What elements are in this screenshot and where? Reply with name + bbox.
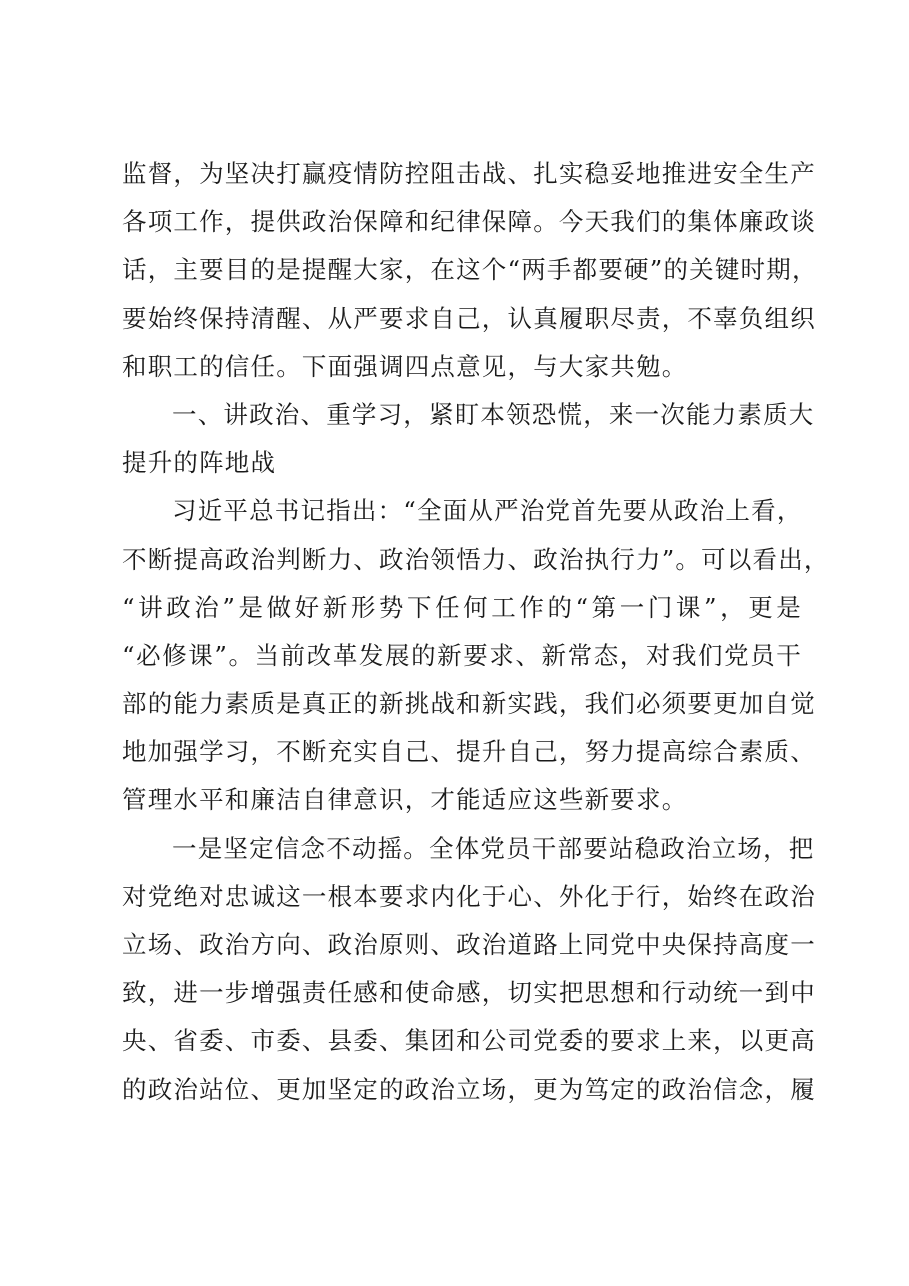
text-line: 致，进一步增强责任感和使命感，切实把思想和行动统一到中 [122, 978, 816, 1008]
text-line: 地加强学习，不断充实自己、提升自己，努力提高综合素质、 [122, 737, 816, 767]
text-line: 一是坚定信念不动摇。全体党员干部要站稳政治立场，把 [172, 833, 815, 863]
text-line: “必修课”。当前改革发展的新要求、新常态，对我们党员干 [122, 640, 802, 670]
text-line: 的政治站位、更加坚定的政治立场，更为笃定的政治信念，履 [122, 1074, 816, 1104]
text-line: 和职工的信任。下面强调四点意见，与大家共勉。 [122, 351, 688, 381]
section-heading-line: 一、讲政治、重学习，紧盯本领恐慌，来一次能力素质大 [172, 399, 815, 429]
text-line: 监督，为坚决打赢疫情防控阻击战、扎实稳妥地推进安全生产 [122, 159, 816, 188]
text-line: 立场、政治方向、政治原则、政治道路上同党中央保持高度一 [122, 930, 816, 959]
text-line: 对党绝对忠诚这一根本要求内化于心、外化于行，始终在政治 [122, 881, 816, 911]
text-line: 央、省委、市委、县委、集团和公司党委的要求上来，以更高 [122, 1026, 816, 1056]
text-line: 部的能力素质是真正的新挑战和新实践，我们必须要更加自觉 [122, 689, 816, 719]
text-line: 要始终保持清醒、从严要求自己，认真履职尽责，不辜负组织 [122, 303, 816, 333]
text-line: 各项工作，提供政治保障和纪律保障。今天我们的集体廉政谈 [122, 207, 816, 237]
text-line: 习近平总书记指出：“全面从严治党首先要从政治上看， [172, 496, 803, 526]
text-line: 话，主要目的是提醒大家，在这个“两手都要硬”的关键时期， [122, 255, 818, 285]
text-line: 不断提高政治判断力、政治领悟力、政治执行力”。可以看出， [122, 544, 830, 574]
text-line: 管理水平和廉洁自律意识，才能适应这些新要求。 [122, 785, 688, 815]
document-body [122, 150, 830, 1114]
section-heading-line: 提升的阵地战 [122, 448, 277, 478]
text-line: “讲政治”是做好新形势下任何工作的“第一门课”，更是 [122, 592, 802, 622]
